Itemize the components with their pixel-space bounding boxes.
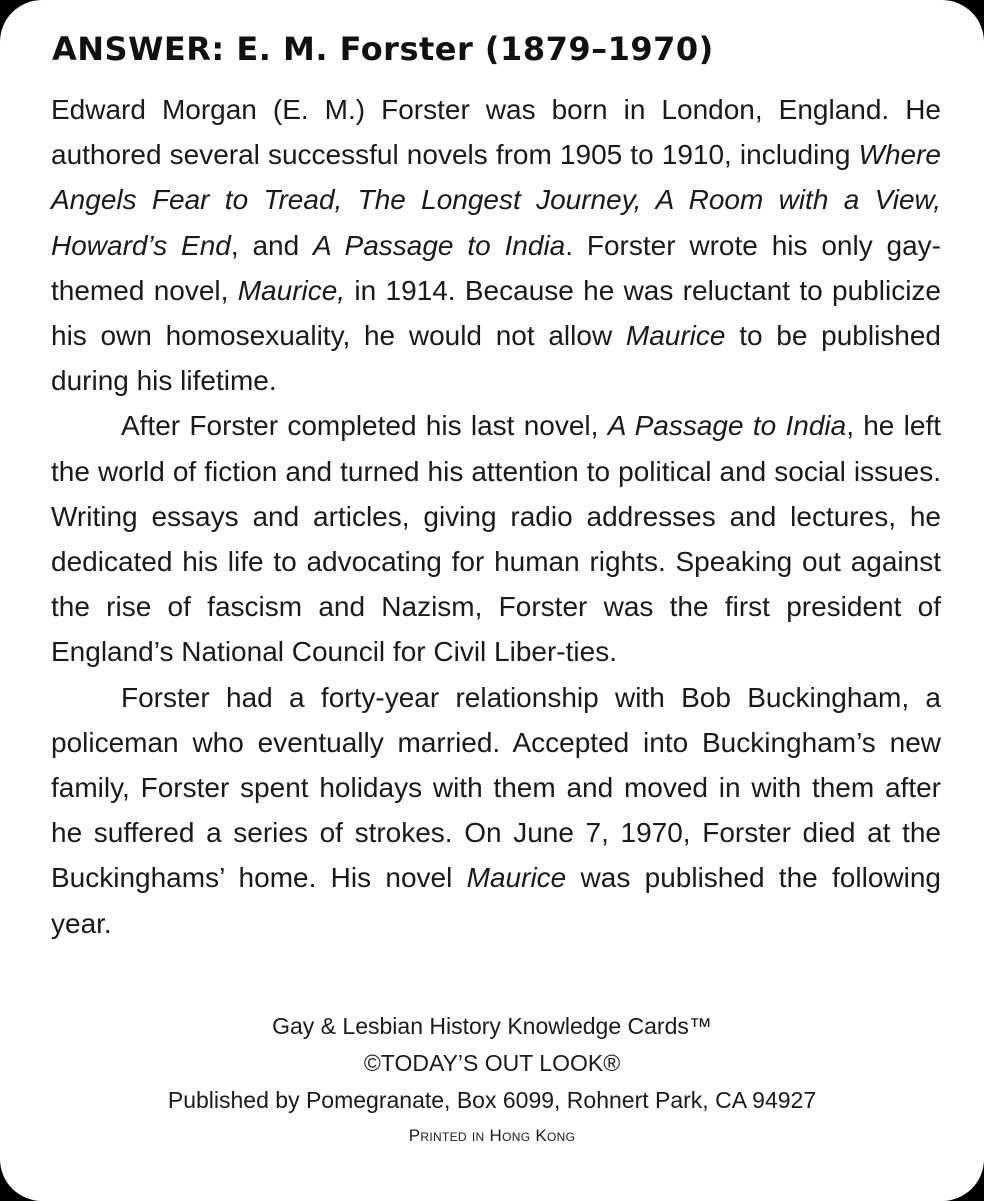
italic-title: A Passage to India — [607, 410, 847, 442]
text-run: was published the following year. — [51, 862, 941, 939]
copyright-line: ©TODAY’S OUT LOOK® — [363, 1050, 621, 1076]
series-title: Gay & Lesbian History Knowledge Cards™ — [272, 1013, 712, 1039]
text-run: in 1914. Because he was reluctant to publicize his own homosexuality, he would not allow — [51, 274, 941, 352]
italic-title: Maurice, — [237, 274, 346, 306]
card-footer — [0, 1008, 984, 1153]
paragraph-1 — [51, 87, 941, 403]
answer-body — [51, 87, 941, 946]
text-run: After Forster completed his last novel, — [121, 410, 608, 442]
text-run: Forster had a forty-year relationship with Bob Buckingham, a policeman who eventually married. Accepted into Buckingham’s new family, Forster spent holidays with them and moved in with them after he suffered a series of strokes. On June 7, 1970, Forster died at the Buckinghams’ home. His novel — [51, 681, 941, 894]
text-run: , he left the world of fiction and turned his attention to political and social issues. Writing essays and articles, giving radio addresses and lectures, he dedicated his life to advocating for human rights. Speaking out against the rise of fascism and Nazism, Forster was the first president of England’s National Council for Civil Liber-ties. — [51, 410, 942, 668]
italic-title: Where Angels Fear to Tread, The Longest Journey, A Room with a View, Howard’s End — [51, 139, 941, 261]
text-run: Edward Morgan (E. M.) Forster was born in London, England. He authored several successful novels from 1905 to 1910, including — [51, 94, 941, 171]
publisher-line: Published by Pomegranate, Box 6099, Rohnert Park, CA 94927 — [167, 1087, 817, 1113]
text-run: , and — [230, 229, 314, 261]
paragraph-3 — [51, 675, 941, 946]
italic-title: Maurice — [625, 320, 726, 352]
printed-in-line: Printed in Hong Kong — [408, 1126, 576, 1145]
italic-title: Maurice — [466, 862, 567, 894]
text-run: to be published during his lifetime. — [51, 320, 942, 397]
text-run: . Forster wrote his only gay-themed novel, — [51, 229, 942, 306]
paragraph-2 — [51, 403, 941, 674]
answer-heading: ANSWER: E. M. Forster (1879–1970) — [52, 30, 714, 68]
italic-title: A Passage to India — [313, 229, 566, 261]
